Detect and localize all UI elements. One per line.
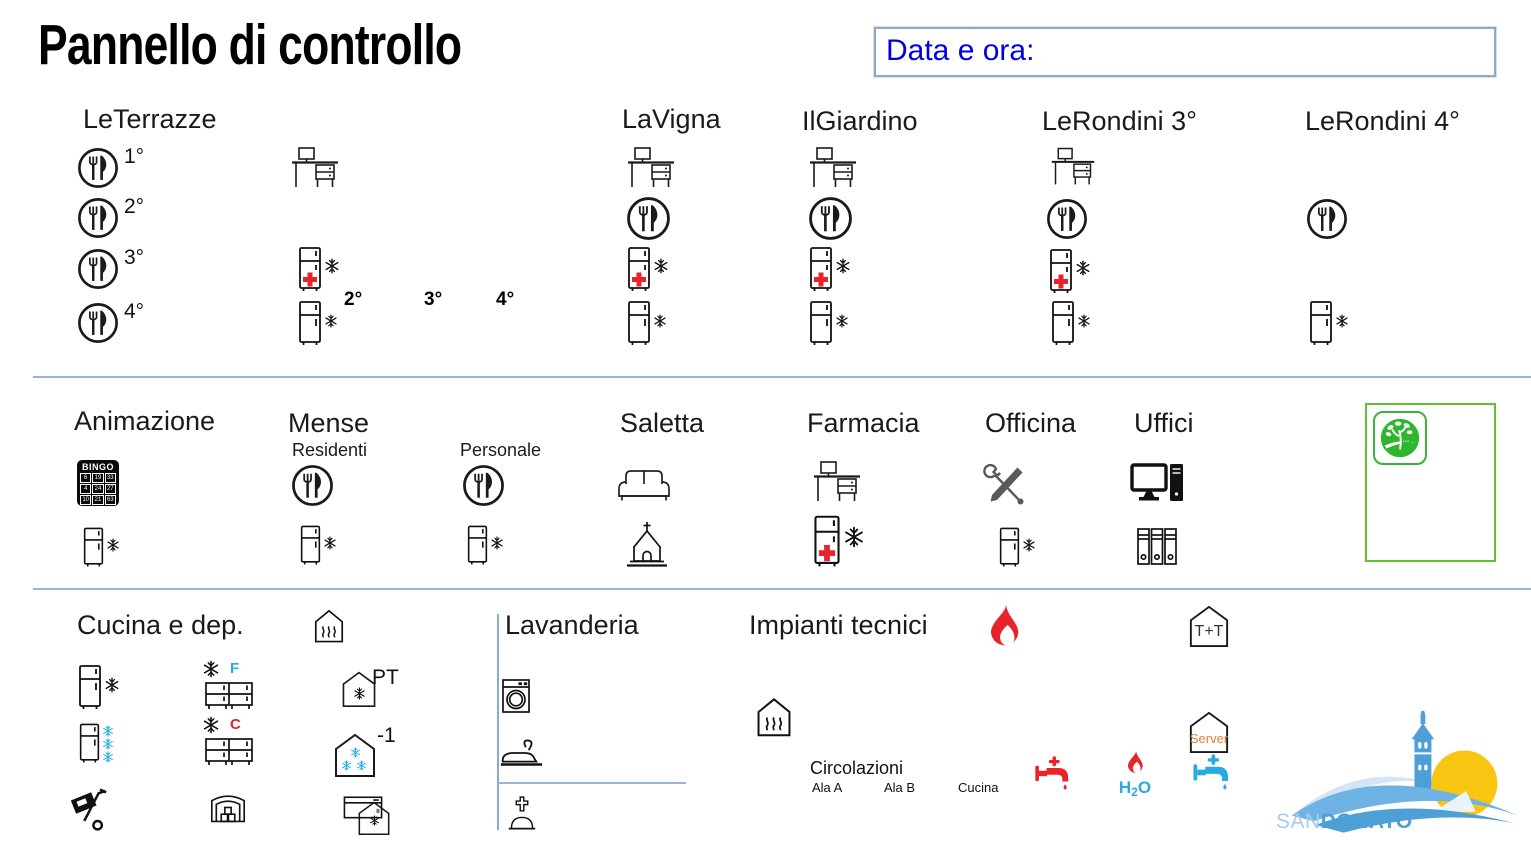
page-title: Pannello di controllo <box>38 13 462 77</box>
snowflake-icon <box>356 760 367 771</box>
house-server-icon[interactable] <box>1188 709 1230 755</box>
logo-donato: DONATO <box>1320 810 1413 833</box>
iron-icon[interactable] <box>498 738 544 768</box>
meal-icon-leterrazze-4[interactable] <box>77 302 119 344</box>
washing-machine-icon[interactable] <box>501 678 531 714</box>
section-title-lavanderia: Lavanderia <box>505 610 639 640</box>
bingo-number: 19 <box>92 473 103 483</box>
section-title-uffici: Uffici <box>1134 408 1194 438</box>
medical-fridge-icon-lavigna[interactable] <box>626 246 669 292</box>
snowflake-icon <box>324 314 338 328</box>
desk-icon-leterrazze[interactable] <box>290 146 340 188</box>
section-title-leterrazze: LeTerrazze <box>83 104 217 134</box>
section-title-farmacia: Farmacia <box>807 408 920 438</box>
heat-house-icon-cucina[interactable] <box>312 608 346 644</box>
bingo-number: 24 <box>92 484 103 494</box>
floor-label: 3° <box>124 246 145 269</box>
heat-house-icon-impianti[interactable] <box>754 696 794 738</box>
snowflake-icon <box>1075 260 1091 276</box>
freezer-f-label: F <box>230 660 240 677</box>
house-pt-label: PT <box>372 666 399 689</box>
binders-icon-uffici[interactable] <box>1136 526 1178 566</box>
tree-logo-icon[interactable] <box>1373 411 1427 465</box>
flame-icon-impianti[interactable] <box>983 603 1025 655</box>
meal-icon-lerondini4[interactable] <box>1306 198 1348 240</box>
meal-icon-mense-personale[interactable] <box>462 464 505 507</box>
floor-label: 4° <box>124 300 145 323</box>
meal-icon-ilgiardino[interactable] <box>808 196 853 241</box>
bingo-card-icon[interactable] <box>77 460 119 506</box>
snowflake-icon <box>835 258 851 274</box>
h2o-label: $H_2O$ <box>1118 778 1152 799</box>
fridge-floor-label: 4° <box>496 289 515 310</box>
circolazioni-ala-a[interactable]: Ala A <box>812 780 843 795</box>
notes-box[interactable] <box>1365 403 1496 562</box>
fridge-icon-lavigna[interactable] <box>626 300 667 346</box>
snowflake-icon <box>202 716 220 734</box>
snowflake-icon <box>350 747 361 758</box>
cold-rooms-minus1-icon[interactable] <box>333 726 395 790</box>
couch-icon-saletta[interactable] <box>615 466 673 504</box>
circolazioni-cucina[interactable]: Cucina <box>958 780 999 795</box>
snowflake-icon <box>102 725 114 737</box>
snowflake-icon <box>1335 314 1349 328</box>
bingo-number: 63 <box>105 495 116 505</box>
snowflake-icon <box>653 314 667 328</box>
snowflake-icon <box>341 760 352 771</box>
section-title-ilgiardino: IlGiardino <box>802 106 918 136</box>
flame-icon <box>1123 750 1147 778</box>
divider-top <box>33 376 1531 378</box>
fridge-icon-mense-personale[interactable] <box>466 524 504 566</box>
section-title-lerondini4: LeRondini 4° <box>1305 106 1460 136</box>
fridge-floor-label: 2° <box>344 289 363 310</box>
fridge-icon-lerondini3[interactable] <box>1050 300 1091 346</box>
snowflake-icon <box>653 258 669 274</box>
snowflake-icon <box>353 687 366 700</box>
bingo-title: BINGO <box>81 462 114 472</box>
divider-middle <box>33 588 1531 590</box>
bingo-number: 33 <box>105 473 116 483</box>
house-tt-icon[interactable] <box>1188 603 1230 649</box>
bingo-number: 27 <box>105 484 116 494</box>
snowflake-icon <box>1022 538 1036 552</box>
tombstone-icon[interactable] <box>507 794 537 832</box>
bingo-number: 10 <box>80 495 91 505</box>
meal-icon-lerondini3[interactable] <box>1046 198 1088 240</box>
fridge-icon-officina[interactable] <box>998 526 1036 568</box>
medical-fridge-icon-leterrazze[interactable] <box>297 246 340 292</box>
section-title-lerondini3: LeRondini 3° <box>1042 106 1197 136</box>
divider-lavanderia-inner <box>498 782 686 784</box>
section-title-saletta: Saletta <box>620 408 705 438</box>
desk-icon-farmacia[interactable] <box>812 460 862 502</box>
circolazioni-ala-b[interactable]: Ala B <box>884 780 916 795</box>
house-server-label: Server <box>1189 731 1229 746</box>
section-title-officina: Officina <box>985 408 1077 438</box>
fridge-icon-animazione[interactable] <box>82 526 120 568</box>
section-title-animazione: Animazione <box>74 406 216 436</box>
meal-icon-leterrazze-3[interactable] <box>77 248 119 290</box>
section-title-mense: Mense <box>288 408 370 438</box>
desk-icon-lerondini3[interactable] <box>1050 146 1096 186</box>
meal-icon-leterrazze-2[interactable] <box>77 197 119 239</box>
date-time-field[interactable] <box>874 27 1496 77</box>
floor-label: 1° <box>124 145 145 168</box>
computer-icon-uffici[interactable] <box>1130 462 1184 506</box>
snowflake-icon <box>324 258 340 274</box>
medical-fridge-icon-farmacia[interactable] <box>812 514 865 568</box>
snowflake-icon <box>1077 314 1091 328</box>
freezer-c-label: C <box>230 716 241 733</box>
fridge-icon-cucina-1[interactable] <box>77 664 120 710</box>
hot-water-tap-icon[interactable] <box>1034 754 1070 792</box>
snowflake-icon <box>102 738 114 750</box>
fridge-floor-label: 3° <box>424 289 443 310</box>
warehouse-icon[interactable] <box>210 790 246 824</box>
date-time-label: Data e ora: <box>886 34 1035 67</box>
house-tt-label: T+T <box>1194 623 1224 640</box>
hand-truck-icon[interactable] <box>70 786 110 832</box>
cold-water-tap-icon[interactable] <box>1192 752 1230 792</box>
floor-label: 2° <box>124 195 145 218</box>
snowflake-icon <box>104 677 120 693</box>
mense-residenti-label: Residenti <box>292 440 368 460</box>
bingo-number: 4 <box>80 484 91 494</box>
meal-icon-lavigna[interactable] <box>626 196 671 241</box>
snowflake-icon <box>490 536 504 550</box>
meal-icon-leterrazze-1[interactable] <box>77 147 119 189</box>
meal-icon-mense-residenti[interactable] <box>291 464 334 507</box>
snowflake-icon <box>323 536 337 550</box>
circolazioni-title: Circolazioni <box>810 758 904 778</box>
bingo-number: 6 <box>80 473 91 483</box>
section-title-impianti: Impianti tecnici <box>749 610 928 640</box>
bingo-number: 21 <box>92 495 103 505</box>
chest-freezer-icon[interactable] <box>342 794 384 820</box>
section-title-cucina: Cucina e dep. <box>77 610 244 640</box>
medical-fridge-icon-lerondini3[interactable] <box>1048 248 1091 294</box>
tools-icon-officina[interactable] <box>982 462 1028 508</box>
medical-fridge-icon-ilgiardino[interactable] <box>808 246 851 292</box>
snowflake-icon <box>835 314 849 328</box>
snowflake-icon <box>102 751 114 763</box>
h2o-boiler-icon[interactable] <box>1105 750 1165 799</box>
mense-personale-label: Personale <box>460 440 542 460</box>
freezer-icon-cucina-2[interactable] <box>78 722 114 764</box>
desk-icon-lavigna[interactable] <box>626 146 676 188</box>
fridge-icon-mense-residenti[interactable] <box>299 524 337 566</box>
snowflake-icon <box>106 538 120 552</box>
logo-san: SAN <box>1276 810 1321 833</box>
divider-lavanderia <box>497 614 499 830</box>
minus1-label: -1 <box>377 724 396 747</box>
fridge-icon-ilgiardino[interactable] <box>808 300 849 346</box>
desk-icon-ilgiardino[interactable] <box>808 146 858 188</box>
section-title-lavigna: LaVigna <box>622 104 721 134</box>
fridge-icon-lerondini4[interactable] <box>1308 300 1349 346</box>
snowflake-icon <box>202 660 220 678</box>
church-icon-saletta[interactable] <box>624 520 670 570</box>
sandonato-logo-text <box>1276 810 1413 834</box>
snowflake-icon <box>843 526 865 548</box>
fridge-icon-leterrazze[interactable] <box>297 300 338 346</box>
